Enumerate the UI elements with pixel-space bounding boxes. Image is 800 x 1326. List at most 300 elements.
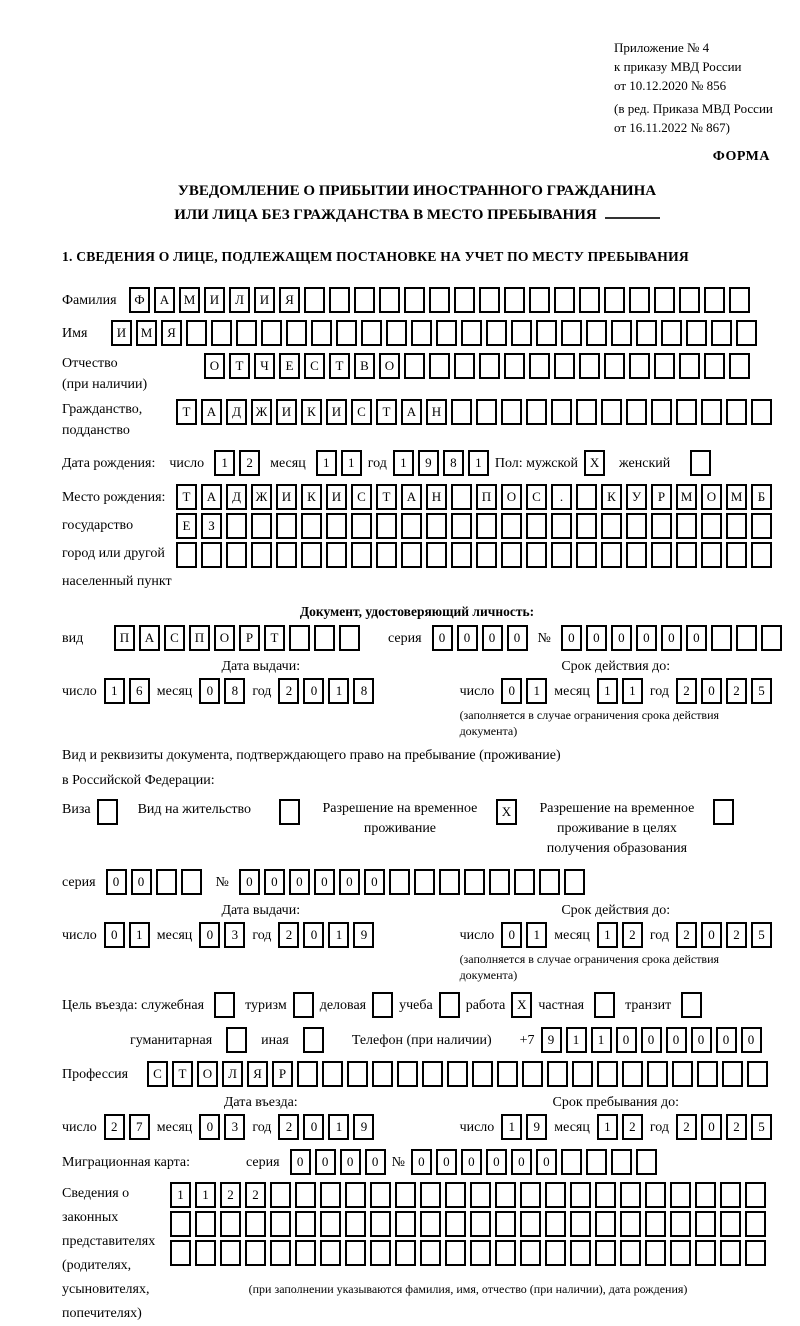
char-cell[interactable]: 9 (353, 1114, 374, 1140)
char-cell[interactable]: 0 (239, 869, 260, 895)
char-cell[interactable] (470, 1211, 491, 1237)
char-cell[interactable] (536, 320, 557, 346)
char-cell[interactable]: 2 (726, 922, 747, 948)
char-cell[interactable]: 1 (328, 922, 349, 948)
char-cell[interactable] (626, 513, 647, 539)
char-cell[interactable]: 9 (541, 1027, 562, 1053)
char-cell[interactable]: С (526, 484, 547, 510)
char-cell[interactable] (454, 287, 475, 313)
char-cell[interactable]: Т (376, 399, 397, 425)
char-cell[interactable]: 0 (616, 1027, 637, 1053)
char-cell[interactable] (345, 1211, 366, 1237)
char-cell[interactable] (620, 1211, 641, 1237)
char-cell[interactable]: 0 (314, 869, 335, 895)
char-cell[interactable] (370, 1182, 391, 1208)
char-cell[interactable]: А (401, 484, 422, 510)
char-cell[interactable] (736, 320, 757, 346)
char-cell[interactable] (420, 1211, 441, 1237)
char-cell[interactable] (404, 287, 425, 313)
char-cell[interactable]: 3 (224, 922, 245, 948)
char-cell[interactable]: 2 (726, 1114, 747, 1140)
char-cell[interactable]: И (326, 399, 347, 425)
char-cell[interactable] (472, 1061, 493, 1087)
char-cell[interactable]: 0 (364, 869, 385, 895)
visa-checkbox[interactable] (97, 799, 118, 825)
char-cell[interactable] (726, 513, 747, 539)
char-cell[interactable] (220, 1240, 241, 1266)
char-cell[interactable] (595, 1211, 616, 1237)
char-cell[interactable]: 0 (303, 922, 324, 948)
char-cell[interactable]: 0 (303, 1114, 324, 1140)
char-cell[interactable] (320, 1182, 341, 1208)
char-cell[interactable] (576, 399, 597, 425)
char-cell[interactable]: 7 (129, 1114, 150, 1140)
char-cell[interactable] (547, 1061, 568, 1087)
char-cell[interactable] (697, 1061, 718, 1087)
char-cell[interactable]: 0 (501, 678, 522, 704)
char-cell[interactable]: 0 (636, 625, 657, 651)
char-cell[interactable]: 0 (264, 869, 285, 895)
char-cell[interactable]: 2 (676, 678, 697, 704)
char-cell[interactable] (504, 353, 525, 379)
char-cell[interactable]: 1 (341, 450, 362, 476)
purpose-business-checkbox[interactable] (372, 992, 393, 1018)
char-cell[interactable] (647, 1061, 668, 1087)
char-cell[interactable] (211, 320, 232, 346)
char-cell[interactable]: 0 (199, 922, 220, 948)
char-cell[interactable]: А (139, 625, 160, 651)
char-cell[interactable] (526, 542, 547, 568)
char-cell[interactable]: 0 (340, 1149, 361, 1175)
purpose-official-checkbox[interactable] (214, 992, 235, 1018)
char-cell[interactable] (476, 542, 497, 568)
char-cell[interactable] (720, 1240, 741, 1266)
char-cell[interactable] (295, 1182, 316, 1208)
char-cell[interactable]: Р (272, 1061, 293, 1087)
char-cell[interactable] (261, 320, 282, 346)
char-cell[interactable]: 0 (611, 625, 632, 651)
char-cell[interactable] (429, 287, 450, 313)
char-cell[interactable]: К (301, 399, 322, 425)
char-cell[interactable]: 0 (686, 625, 707, 651)
char-cell[interactable]: П (114, 625, 135, 651)
char-cell[interactable]: В (354, 353, 375, 379)
char-cell[interactable] (495, 1211, 516, 1237)
purpose-other-checkbox[interactable] (303, 1027, 324, 1053)
char-cell[interactable] (551, 399, 572, 425)
char-cell[interactable]: 1 (328, 1114, 349, 1140)
char-cell[interactable] (479, 353, 500, 379)
char-cell[interactable] (336, 320, 357, 346)
char-cell[interactable] (695, 1182, 716, 1208)
char-cell[interactable] (501, 399, 522, 425)
char-cell[interactable]: 2 (239, 450, 260, 476)
char-cell[interactable] (295, 1211, 316, 1237)
char-cell[interactable] (676, 542, 697, 568)
char-cell[interactable] (301, 542, 322, 568)
char-cell[interactable] (554, 287, 575, 313)
char-cell[interactable]: 2 (220, 1182, 241, 1208)
char-cell[interactable] (176, 542, 197, 568)
char-cell[interactable] (170, 1240, 191, 1266)
char-cell[interactable] (729, 353, 750, 379)
char-cell[interactable] (270, 1182, 291, 1208)
char-cell[interactable] (551, 513, 572, 539)
char-cell[interactable] (629, 353, 650, 379)
char-cell[interactable]: 2 (622, 1114, 643, 1140)
char-cell[interactable] (464, 869, 485, 895)
char-cell[interactable] (372, 1061, 393, 1087)
char-cell[interactable] (251, 513, 272, 539)
char-cell[interactable] (661, 320, 682, 346)
char-cell[interactable] (670, 1240, 691, 1266)
char-cell[interactable] (251, 542, 272, 568)
char-cell[interactable] (236, 320, 257, 346)
char-cell[interactable]: С (164, 625, 185, 651)
char-cell[interactable] (586, 1149, 607, 1175)
char-cell[interactable] (701, 513, 722, 539)
purpose-tourism-checkbox[interactable] (293, 992, 314, 1018)
char-cell[interactable]: 0 (411, 1149, 432, 1175)
char-cell[interactable] (595, 1240, 616, 1266)
char-cell[interactable] (320, 1211, 341, 1237)
char-cell[interactable]: 0 (561, 625, 582, 651)
char-cell[interactable] (676, 513, 697, 539)
char-cell[interactable]: 0 (436, 1149, 457, 1175)
char-cell[interactable] (695, 1240, 716, 1266)
char-cell[interactable]: Т (176, 484, 197, 510)
char-cell[interactable] (397, 1061, 418, 1087)
char-cell[interactable] (439, 869, 460, 895)
char-cell[interactable] (226, 513, 247, 539)
char-cell[interactable]: К (301, 484, 322, 510)
char-cell[interactable]: У (626, 484, 647, 510)
char-cell[interactable]: З (201, 513, 222, 539)
char-cell[interactable] (345, 1182, 366, 1208)
char-cell[interactable] (354, 287, 375, 313)
char-cell[interactable]: 0 (586, 625, 607, 651)
char-cell[interactable] (186, 320, 207, 346)
char-cell[interactable] (445, 1182, 466, 1208)
char-cell[interactable]: 1 (591, 1027, 612, 1053)
char-cell[interactable] (501, 542, 522, 568)
char-cell[interactable] (451, 484, 472, 510)
char-cell[interactable]: 1 (104, 678, 125, 704)
char-cell[interactable] (761, 625, 782, 651)
char-cell[interactable] (497, 1061, 518, 1087)
char-cell[interactable] (745, 1211, 766, 1237)
char-cell[interactable] (386, 320, 407, 346)
char-cell[interactable] (701, 542, 722, 568)
char-cell[interactable] (420, 1182, 441, 1208)
char-cell[interactable] (156, 869, 177, 895)
char-cell[interactable] (411, 320, 432, 346)
char-cell[interactable]: 1 (170, 1182, 191, 1208)
char-cell[interactable] (314, 625, 335, 651)
char-cell[interactable]: Я (161, 320, 182, 346)
char-cell[interactable] (520, 1182, 541, 1208)
char-cell[interactable]: 1 (526, 922, 547, 948)
char-cell[interactable]: 1 (597, 922, 618, 948)
char-cell[interactable]: 9 (418, 450, 439, 476)
char-cell[interactable]: О (379, 353, 400, 379)
char-cell[interactable] (679, 287, 700, 313)
char-cell[interactable]: 0 (303, 678, 324, 704)
char-cell[interactable] (601, 513, 622, 539)
char-cell[interactable] (270, 1240, 291, 1266)
char-cell[interactable] (520, 1240, 541, 1266)
char-cell[interactable] (286, 320, 307, 346)
char-cell[interactable] (436, 320, 457, 346)
char-cell[interactable]: 0 (691, 1027, 712, 1053)
char-cell[interactable] (347, 1061, 368, 1087)
edu-residence-checkbox[interactable] (713, 799, 734, 825)
char-cell[interactable] (376, 542, 397, 568)
char-cell[interactable] (301, 513, 322, 539)
char-cell[interactable]: А (154, 287, 175, 313)
char-cell[interactable] (654, 353, 675, 379)
char-cell[interactable] (339, 625, 360, 651)
char-cell[interactable]: 9 (526, 1114, 547, 1140)
char-cell[interactable]: 5 (751, 678, 772, 704)
char-cell[interactable]: 2 (278, 922, 299, 948)
char-cell[interactable] (561, 1149, 582, 1175)
char-cell[interactable]: С (147, 1061, 168, 1087)
char-cell[interactable]: 0 (289, 869, 310, 895)
char-cell[interactable] (601, 399, 622, 425)
char-cell[interactable] (611, 320, 632, 346)
char-cell[interactable] (426, 542, 447, 568)
char-cell[interactable]: И (254, 287, 275, 313)
char-cell[interactable]: Т (229, 353, 250, 379)
char-cell[interactable] (486, 320, 507, 346)
char-cell[interactable]: 8 (443, 450, 464, 476)
char-cell[interactable]: Н (426, 399, 447, 425)
char-cell[interactable]: С (351, 399, 372, 425)
char-cell[interactable] (426, 513, 447, 539)
char-cell[interactable] (451, 399, 472, 425)
char-cell[interactable]: 0 (131, 869, 152, 895)
char-cell[interactable]: Т (176, 399, 197, 425)
char-cell[interactable]: Я (247, 1061, 268, 1087)
char-cell[interactable] (701, 399, 722, 425)
char-cell[interactable]: О (214, 625, 235, 651)
char-cell[interactable]: М (726, 484, 747, 510)
char-cell[interactable]: 0 (511, 1149, 532, 1175)
char-cell[interactable] (729, 287, 750, 313)
char-cell[interactable] (636, 1149, 657, 1175)
char-cell[interactable]: Р (651, 484, 672, 510)
char-cell[interactable]: А (401, 399, 422, 425)
char-cell[interactable]: О (197, 1061, 218, 1087)
char-cell[interactable]: Т (172, 1061, 193, 1087)
char-cell[interactable] (489, 869, 510, 895)
char-cell[interactable] (414, 869, 435, 895)
char-cell[interactable] (564, 869, 585, 895)
char-cell[interactable] (304, 287, 325, 313)
char-cell[interactable]: Е (279, 353, 300, 379)
char-cell[interactable]: 2 (104, 1114, 125, 1140)
char-cell[interactable] (545, 1182, 566, 1208)
char-cell[interactable] (526, 399, 547, 425)
char-cell[interactable] (620, 1240, 641, 1266)
char-cell[interactable] (270, 1211, 291, 1237)
char-cell[interactable] (401, 513, 422, 539)
char-cell[interactable] (395, 1182, 416, 1208)
char-cell[interactable] (395, 1211, 416, 1237)
char-cell[interactable] (351, 542, 372, 568)
char-cell[interactable] (451, 542, 472, 568)
char-cell[interactable] (670, 1211, 691, 1237)
char-cell[interactable] (326, 513, 347, 539)
char-cell[interactable] (570, 1182, 591, 1208)
char-cell[interactable]: 0 (482, 625, 503, 651)
char-cell[interactable] (461, 320, 482, 346)
char-cell[interactable] (351, 513, 372, 539)
char-cell[interactable] (501, 513, 522, 539)
char-cell[interactable]: 0 (199, 678, 220, 704)
char-cell[interactable] (539, 869, 560, 895)
char-cell[interactable] (420, 1240, 441, 1266)
char-cell[interactable]: 0 (104, 922, 125, 948)
char-cell[interactable]: 1 (195, 1182, 216, 1208)
temp-residence-checkbox[interactable]: X (496, 799, 517, 825)
char-cell[interactable]: И (276, 399, 297, 425)
char-cell[interactable]: А (201, 399, 222, 425)
char-cell[interactable] (322, 1061, 343, 1087)
char-cell[interactable]: Д (226, 399, 247, 425)
char-cell[interactable]: Ф (129, 287, 150, 313)
char-cell[interactable]: А (201, 484, 222, 510)
char-cell[interactable]: 0 (457, 625, 478, 651)
char-cell[interactable]: И (111, 320, 132, 346)
char-cell[interactable]: 1 (597, 678, 618, 704)
char-cell[interactable] (445, 1240, 466, 1266)
char-cell[interactable] (645, 1240, 666, 1266)
char-cell[interactable] (626, 542, 647, 568)
char-cell[interactable]: 1 (566, 1027, 587, 1053)
char-cell[interactable]: Б (751, 484, 772, 510)
char-cell[interactable] (454, 353, 475, 379)
char-cell[interactable] (570, 1211, 591, 1237)
char-cell[interactable] (561, 320, 582, 346)
char-cell[interactable]: 2 (278, 678, 299, 704)
char-cell[interactable] (551, 542, 572, 568)
char-cell[interactable]: 0 (106, 869, 127, 895)
char-cell[interactable] (376, 513, 397, 539)
char-cell[interactable]: 8 (224, 678, 245, 704)
char-cell[interactable] (429, 353, 450, 379)
char-cell[interactable]: С (351, 484, 372, 510)
char-cell[interactable] (545, 1240, 566, 1266)
char-cell[interactable] (170, 1211, 191, 1237)
char-cell[interactable]: 1 (316, 450, 337, 476)
char-cell[interactable] (611, 1149, 632, 1175)
char-cell[interactable]: 2 (676, 922, 697, 948)
char-cell[interactable] (629, 287, 650, 313)
char-cell[interactable]: Я (279, 287, 300, 313)
char-cell[interactable] (520, 1211, 541, 1237)
gender-female-checkbox[interactable] (690, 450, 711, 476)
char-cell[interactable] (326, 542, 347, 568)
char-cell[interactable] (329, 287, 350, 313)
char-cell[interactable] (554, 353, 575, 379)
char-cell[interactable] (447, 1061, 468, 1087)
char-cell[interactable]: 0 (461, 1149, 482, 1175)
char-cell[interactable]: О (501, 484, 522, 510)
char-cell[interactable] (311, 320, 332, 346)
char-cell[interactable] (751, 399, 772, 425)
char-cell[interactable] (576, 513, 597, 539)
char-cell[interactable]: Н (426, 484, 447, 510)
char-cell[interactable]: С (304, 353, 325, 379)
char-cell[interactable] (726, 542, 747, 568)
char-cell[interactable]: 0 (536, 1149, 557, 1175)
char-cell[interactable]: 2 (245, 1182, 266, 1208)
char-cell[interactable] (576, 484, 597, 510)
char-cell[interactable] (276, 542, 297, 568)
char-cell[interactable]: Т (376, 484, 397, 510)
char-cell[interactable]: 0 (716, 1027, 737, 1053)
char-cell[interactable] (579, 353, 600, 379)
char-cell[interactable] (747, 1061, 768, 1087)
char-cell[interactable] (720, 1211, 741, 1237)
char-cell[interactable]: 9 (353, 922, 374, 948)
char-cell[interactable]: Т (329, 353, 350, 379)
char-cell[interactable] (522, 1061, 543, 1087)
char-cell[interactable] (736, 625, 757, 651)
char-cell[interactable]: 0 (290, 1149, 311, 1175)
char-cell[interactable] (711, 625, 732, 651)
char-cell[interactable]: 0 (339, 869, 360, 895)
char-cell[interactable]: 1 (622, 678, 643, 704)
char-cell[interactable]: И (326, 484, 347, 510)
purpose-study-checkbox[interactable] (439, 992, 460, 1018)
char-cell[interactable]: 2 (726, 678, 747, 704)
char-cell[interactable] (651, 542, 672, 568)
char-cell[interactable]: 1 (501, 1114, 522, 1140)
char-cell[interactable] (297, 1061, 318, 1087)
char-cell[interactable]: Ж (251, 484, 272, 510)
char-cell[interactable]: Ч (254, 353, 275, 379)
char-cell[interactable] (345, 1240, 366, 1266)
char-cell[interactable]: 1 (393, 450, 414, 476)
char-cell[interactable]: 1 (526, 678, 547, 704)
char-cell[interactable]: 1 (214, 450, 235, 476)
char-cell[interactable]: И (204, 287, 225, 313)
char-cell[interactable] (595, 1182, 616, 1208)
char-cell[interactable] (470, 1182, 491, 1208)
char-cell[interactable] (529, 353, 550, 379)
char-cell[interactable] (395, 1240, 416, 1266)
char-cell[interactable]: О (701, 484, 722, 510)
char-cell[interactable]: М (676, 484, 697, 510)
char-cell[interactable] (422, 1061, 443, 1087)
char-cell[interactable] (289, 625, 310, 651)
purpose-humanitarian-checkbox[interactable] (226, 1027, 247, 1053)
char-cell[interactable] (651, 513, 672, 539)
char-cell[interactable] (597, 1061, 618, 1087)
char-cell[interactable] (476, 399, 497, 425)
char-cell[interactable]: 0 (199, 1114, 220, 1140)
char-cell[interactable] (514, 869, 535, 895)
char-cell[interactable]: Е (176, 513, 197, 539)
char-cell[interactable] (451, 513, 472, 539)
char-cell[interactable]: 0 (507, 625, 528, 651)
char-cell[interactable] (720, 1182, 741, 1208)
char-cell[interactable] (604, 353, 625, 379)
char-cell[interactable] (201, 542, 222, 568)
